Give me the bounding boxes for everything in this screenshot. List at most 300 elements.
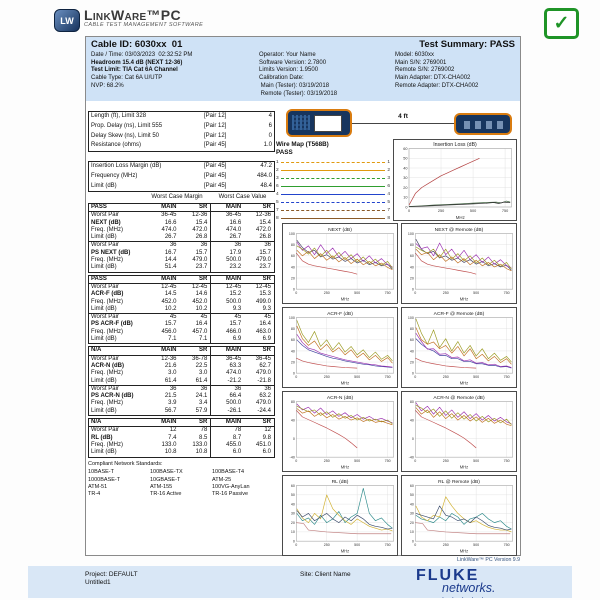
- table-cell: 12: [264, 427, 272, 434]
- header-info-line: Remote Adapter: DTX-CHA002: [395, 82, 479, 89]
- table-cell: Freq. (MHz): [91, 400, 123, 407]
- link-cable-line: [352, 123, 454, 124]
- table-cell: 6.9: [210, 336, 244, 343]
- table-cell: 6: [268, 122, 272, 129]
- table-cell: Frequency (MHz): [91, 172, 138, 179]
- svg-text:80: 80: [409, 399, 414, 404]
- table-cell: [Pair 45]: [204, 163, 227, 169]
- table-row: [89, 241, 274, 249]
- table-cell: 452.0: [161, 298, 177, 305]
- svg-text:NEXT @ Remote (dB): NEXT @ Remote (dB): [434, 228, 484, 234]
- standard-name: ATM-25: [212, 476, 232, 483]
- svg-text:30: 30: [403, 176, 408, 181]
- svg-text:MHz: MHz: [459, 296, 469, 302]
- standards-row: [88, 477, 275, 484]
- svg-text:500: 500: [473, 290, 480, 295]
- svg-text:100: 100: [407, 315, 414, 320]
- table-cell: 36: [169, 242, 177, 249]
- wire-line: [281, 186, 386, 187]
- table-cell: 12-36: [191, 212, 208, 219]
- table-row: [89, 313, 274, 321]
- table-cell: -26.1: [210, 408, 244, 415]
- table-cell: MAIN: [161, 204, 177, 210]
- table-cell: SR: [199, 275, 208, 282]
- cable-id: Cable ID: 6030xx 01: [91, 39, 183, 50]
- table-cell: 10.8: [164, 449, 177, 456]
- table-cell: 78: [210, 427, 244, 434]
- table-cell: 17.9: [210, 250, 244, 257]
- svg-text:20: 20: [409, 520, 414, 525]
- table-cell: 16.4: [195, 321, 208, 328]
- table-cell: 36-45: [255, 355, 272, 362]
- table-cell: 474.0: [210, 227, 244, 234]
- table-cell: Limit (dB): [91, 449, 117, 456]
- table-row: [89, 321, 274, 328]
- results-table: [88, 203, 275, 460]
- svg-text:0: 0: [295, 458, 298, 463]
- wire-line: [281, 178, 386, 179]
- table-row: [89, 336, 274, 343]
- header-info-col1: [91, 52, 259, 98]
- table-cell: 23.7: [259, 264, 272, 271]
- svg-text:40: 40: [409, 349, 414, 354]
- table-cell: 455.0: [210, 442, 244, 449]
- standards-row: [88, 491, 275, 498]
- svg-text:20: 20: [290, 276, 295, 281]
- table-cell: 484.0: [256, 172, 272, 179]
- table-cell: 48.4: [260, 182, 272, 189]
- table-cell: [Pair 45]: [204, 172, 227, 179]
- svg-text:0: 0: [414, 542, 417, 547]
- test-report: [85, 36, 521, 556]
- table-cell: 36-45: [161, 212, 177, 219]
- table-row: [89, 257, 274, 264]
- svg-text:500: 500: [354, 458, 361, 463]
- table-cell: 36: [200, 242, 208, 249]
- svg-text:ACR-F @ Remote (dB): ACR-F @ Remote (dB): [433, 312, 485, 318]
- table-cell: 4: [268, 113, 272, 119]
- table-cell: Resistance (ohms): [91, 142, 142, 149]
- svg-text:RL (dB): RL (dB): [331, 480, 349, 486]
- project-name: Project: DEFAULT: [85, 571, 138, 578]
- table-row: [89, 172, 274, 182]
- svg-text:MHz: MHz: [340, 380, 350, 386]
- svg-text:50: 50: [409, 493, 414, 498]
- wire-row: [276, 207, 390, 215]
- table-cell: 472.0: [256, 226, 272, 233]
- table-cell: 26.7: [210, 234, 244, 241]
- svg-text:250: 250: [323, 290, 330, 295]
- table-cell: Limit (dB): [91, 407, 117, 414]
- table-cell: 45: [200, 314, 208, 321]
- pin-number: 8: [387, 216, 390, 222]
- table-cell: 479.0: [256, 257, 272, 264]
- table-cell: 10.2: [195, 305, 208, 312]
- svg-text:NEXT (dB): NEXT (dB): [328, 228, 352, 234]
- table-cell: PS ACR-N (dB): [91, 393, 134, 400]
- svg-text:0: 0: [411, 371, 414, 376]
- pin-number: 1: [276, 159, 279, 165]
- chart-rl-remote: [401, 475, 517, 556]
- header-info-line: NVP: 68.2%: [91, 82, 124, 89]
- table-row: [89, 112, 274, 122]
- worst-case-value-header: Worst Case Value: [218, 194, 267, 200]
- table-cell: SR: [262, 275, 272, 282]
- pin-number: 7: [387, 208, 390, 214]
- svg-text:0: 0: [407, 209, 411, 213]
- svg-text:500: 500: [473, 374, 480, 379]
- standards-row: [88, 469, 275, 476]
- table-row: [89, 435, 274, 442]
- table-cell: 45: [169, 314, 177, 321]
- wire-row: [276, 182, 390, 190]
- svg-text:750: 750: [503, 542, 510, 547]
- table-cell: 15.4: [259, 219, 272, 226]
- table-row: [89, 291, 274, 298]
- table-cell: 474.0: [161, 226, 177, 233]
- table-cell: 7.1: [199, 336, 208, 343]
- table-cell: PASS: [91, 204, 107, 210]
- table-cell: 12: [169, 427, 177, 434]
- table-cell: N/A: [91, 419, 102, 426]
- table-cell: Freq. (MHz): [91, 226, 123, 233]
- table-cell: PASS: [91, 275, 107, 282]
- svg-text:0: 0: [414, 458, 417, 463]
- table-cell: Freq. (MHz): [91, 257, 123, 264]
- pass-check-icon: [544, 8, 579, 39]
- svg-text:0: 0: [292, 287, 295, 292]
- table-row: [89, 370, 274, 377]
- standard-name: TR-4: [88, 491, 101, 498]
- table-row: [89, 329, 274, 336]
- svg-text:40: 40: [290, 265, 295, 270]
- svg-text:500: 500: [473, 542, 480, 547]
- table-cell: Limit (dB): [91, 264, 117, 271]
- table-cell: 452.0: [192, 298, 208, 305]
- table-cell: 16.7: [164, 249, 177, 256]
- table-cell: 56.7: [164, 407, 177, 414]
- svg-text:RL @ Remote (dB): RL @ Remote (dB): [438, 480, 480, 486]
- networks-wordmark: networks.: [442, 581, 496, 595]
- svg-text:MHz: MHz: [340, 464, 350, 470]
- results-block: [88, 418, 275, 457]
- table-cell: 15.7: [195, 249, 208, 256]
- header-info-line: Model: 6030xx: [395, 52, 435, 58]
- table-row: [89, 264, 274, 271]
- table-cell: 14.6: [195, 291, 208, 298]
- table-row: [89, 276, 274, 284]
- table-cell: 3.9: [168, 400, 177, 407]
- table-row: [89, 204, 274, 212]
- table-row: [89, 162, 274, 172]
- pin-number: 7: [276, 208, 279, 214]
- svg-text:500: 500: [354, 374, 361, 379]
- svg-text:500: 500: [469, 209, 477, 213]
- chart-acrf-remote: [401, 307, 517, 388]
- table-cell: 12-45: [191, 283, 208, 290]
- table-cell: 24.1: [195, 393, 208, 400]
- svg-text:40: 40: [290, 502, 295, 507]
- standard-name: 100BASE-T4: [212, 469, 245, 476]
- wiremap-panel: [276, 141, 390, 223]
- standards-row: [88, 484, 275, 491]
- header-info-line: Calibration Date:: [259, 75, 304, 82]
- svg-text:0: 0: [292, 436, 295, 441]
- standard-name: 1000BASE-T: [88, 476, 121, 483]
- wire-row: [276, 158, 390, 166]
- results-block: [88, 203, 275, 273]
- tester-keypad: [292, 115, 310, 130]
- standard-name: 100BASE-TX: [150, 469, 183, 476]
- table-cell: 500.0: [210, 299, 244, 306]
- header-info-col3: [395, 52, 515, 98]
- table-row: [89, 419, 274, 427]
- table-cell: 23.7: [195, 264, 208, 271]
- table-cell: ACR-N (dB): [91, 362, 124, 369]
- table-cell: 463.0: [256, 328, 272, 335]
- svg-text:80: 80: [409, 243, 414, 248]
- table-cell: SR: [262, 347, 272, 354]
- pin-number: 8: [276, 216, 279, 222]
- worst-case-headers: [88, 194, 275, 200]
- svg-text:60: 60: [409, 254, 414, 259]
- header-info-line: Main (Tester): 03/19/2018: [259, 82, 330, 89]
- link-length-label: 4 ft: [398, 113, 408, 120]
- table-cell: 16.6: [210, 220, 244, 227]
- table-cell: N/A: [91, 347, 102, 354]
- table-cell: 7.1: [168, 336, 177, 343]
- table-cell: 15.4: [195, 219, 208, 226]
- table-cell: Limit (dB): [91, 377, 117, 384]
- wiremap-wires: [276, 158, 390, 223]
- svg-text:0: 0: [295, 542, 298, 547]
- table-row: [89, 347, 274, 355]
- standard-name: TR-16 Passive: [212, 491, 249, 498]
- chart-acrf: [282, 307, 398, 388]
- wire-row: [276, 190, 390, 198]
- table-cell: 21.5: [164, 393, 177, 400]
- table-cell: Freq. (MHz): [91, 441, 123, 448]
- table-cell: 36-45: [210, 212, 244, 219]
- svg-text:-40: -40: [408, 455, 414, 460]
- header-info-line: Main S/N: 2769001: [395, 59, 447, 66]
- table-cell: MAIN: [161, 419, 177, 426]
- table-cell: -21.2: [210, 378, 244, 385]
- table-cell: 36: [264, 242, 272, 249]
- table-row: [89, 449, 274, 456]
- table-cell: [Pair 12]: [204, 113, 227, 119]
- table-cell: 62.7: [259, 362, 272, 369]
- compliant-standards: [88, 461, 275, 498]
- table-cell: 15.7: [259, 249, 272, 256]
- table-cell: 8.5: [199, 434, 208, 441]
- table-cell: SR: [199, 347, 208, 354]
- svg-text:40: 40: [290, 349, 295, 354]
- table-cell: 36: [264, 385, 272, 392]
- standards-title: Compliant Network Standards:: [88, 461, 163, 467]
- table-cell: Insertion Loss Margin (dB): [91, 163, 162, 169]
- project-label: [85, 571, 138, 587]
- results-block: [88, 346, 275, 416]
- table-cell: 23.2: [210, 264, 244, 271]
- remote-tester-image: [454, 113, 512, 135]
- header-info-line: Operator: Your Name: [259, 52, 316, 58]
- svg-text:80: 80: [290, 243, 295, 248]
- header-info-col2: [259, 52, 395, 98]
- table-cell: 15.7: [210, 321, 244, 328]
- pin-number: 1: [387, 159, 390, 165]
- table-cell: 9.3: [262, 305, 272, 312]
- table-cell: 479.0: [256, 370, 272, 377]
- standard-name: 10GBASE-T: [150, 476, 181, 483]
- table-row: [89, 378, 274, 385]
- svg-text:250: 250: [442, 542, 449, 547]
- wiremap-title: Wire Map (T568B): [276, 141, 329, 148]
- table-cell: MAIN: [161, 347, 177, 354]
- header-info-line: Remote (Tester): 03/19/2018: [259, 90, 338, 97]
- table-cell: Prop. Delay (ns), Limit 555: [91, 122, 163, 129]
- pin-number: 4: [387, 191, 390, 197]
- table-cell: 36: [169, 385, 177, 392]
- table-cell: 22.5: [195, 362, 208, 369]
- svg-text:100: 100: [288, 315, 295, 320]
- table-row: [89, 363, 274, 370]
- svg-text:30: 30: [290, 511, 295, 516]
- table-cell: -21.8: [257, 377, 272, 384]
- wire-line: [281, 194, 386, 195]
- svg-text:500: 500: [473, 458, 480, 463]
- table-row: [89, 141, 274, 151]
- table-cell: MAIN: [210, 204, 244, 211]
- svg-text:ACR-N (dB): ACR-N (dB): [326, 396, 354, 402]
- table-cell: 3.0: [199, 370, 208, 377]
- svg-text:ACR-N @ Remote (dB): ACR-N @ Remote (dB): [433, 396, 485, 402]
- table-cell: 26.8: [195, 234, 208, 241]
- svg-text:50: 50: [290, 493, 295, 498]
- table-cell: NEXT (dB): [91, 219, 121, 226]
- svg-text:80: 80: [290, 399, 295, 404]
- pin-number: 4: [276, 191, 279, 197]
- table-cell: Worst Pair: [91, 385, 119, 392]
- table-cell: 472.0: [192, 226, 208, 233]
- tester-screen: [314, 115, 342, 132]
- table-row: [89, 234, 274, 241]
- svg-text:500: 500: [354, 290, 361, 295]
- pin-number: 2: [276, 167, 279, 173]
- table-row: [89, 122, 274, 132]
- insertion-loss-summary-table: [88, 161, 275, 192]
- standard-name: TR-16 Active: [150, 491, 182, 498]
- table-cell: 21.6: [164, 362, 177, 369]
- table-cell: 15.7: [164, 321, 177, 328]
- svg-text:MHz: MHz: [340, 296, 350, 302]
- table-cell: [Pair 45]: [204, 182, 227, 189]
- svg-text:MHz: MHz: [340, 548, 350, 554]
- table-cell: 499.0: [256, 298, 272, 305]
- header-info-line: Cable Type: Cat 6A U/UTP: [91, 75, 163, 82]
- svg-text:80: 80: [409, 327, 414, 332]
- table-cell: Worst Pair: [91, 283, 119, 290]
- wiremap-status: PASS: [276, 148, 293, 156]
- svg-text:60: 60: [290, 338, 295, 343]
- table-row: [89, 393, 274, 400]
- svg-text:20: 20: [409, 276, 414, 281]
- table-cell: 466.0: [210, 329, 244, 336]
- table-cell: Freq. (MHz): [91, 298, 123, 305]
- table-cell: Worst Pair: [91, 314, 119, 321]
- table-cell: [Pair 12]: [204, 122, 227, 129]
- svg-text:0: 0: [411, 436, 414, 441]
- table-cell: 47.2: [260, 163, 272, 169]
- table-cell: Limit (dB): [91, 305, 117, 312]
- standard-name: 10BASE-T: [88, 469, 114, 476]
- table-cell: Worst Pair: [91, 355, 119, 362]
- svg-text:-40: -40: [289, 455, 295, 460]
- standard-name: 100VG-AnyLan: [212, 483, 250, 490]
- svg-text:40: 40: [409, 265, 414, 270]
- table-row: [89, 182, 274, 192]
- table-cell: Limit (dB): [91, 234, 117, 241]
- remote-label-lines: [464, 121, 504, 129]
- file-name: Untitled1: [85, 579, 111, 586]
- table-cell: Freq. (MHz): [91, 370, 123, 377]
- svg-text:20: 20: [290, 360, 295, 365]
- table-cell: 133.0: [192, 441, 208, 448]
- svg-text:20: 20: [409, 360, 414, 365]
- header-info-line: Software Version: 2.7800: [259, 59, 327, 66]
- table-cell: 6.9: [262, 336, 272, 343]
- report-header: [86, 37, 520, 101]
- chart-rl: [282, 475, 398, 556]
- pin-number: 5: [276, 200, 279, 206]
- table-cell: 12-45: [255, 283, 272, 290]
- standard-name: ATM-155: [150, 483, 173, 490]
- table-row: [89, 284, 274, 291]
- table-cell: Worst Pair: [91, 427, 119, 434]
- table-cell: [Pair 12]: [204, 132, 227, 139]
- table-row: [89, 442, 274, 449]
- fluke-wordmark: FLUKE: [416, 567, 480, 584]
- table-row: [89, 299, 274, 306]
- svg-text:20: 20: [290, 520, 295, 525]
- worst-case-margin-header: Worst Case Margin: [151, 194, 203, 200]
- svg-text:40: 40: [409, 502, 414, 507]
- footer-band: [28, 566, 572, 598]
- table-cell: 14.4: [164, 257, 177, 264]
- svg-text:10: 10: [409, 530, 414, 535]
- table-cell: Limit (dB): [91, 182, 117, 189]
- header-info-line: Limits Version: 1.9500: [259, 67, 319, 74]
- table-cell: 26.7: [164, 234, 177, 241]
- svg-text:750: 750: [384, 458, 391, 463]
- standard-name: ATM-51: [88, 483, 108, 490]
- table-row: [89, 212, 274, 219]
- wire-line: [281, 202, 386, 203]
- header-info-line: Remote S/N: 2769002: [395, 67, 455, 74]
- table-cell: [Pair 45]: [204, 142, 227, 149]
- table-cell: Length (ft), Limit 328: [91, 113, 147, 119]
- lw-badge-icon: LW: [54, 9, 80, 32]
- svg-text:40: 40: [409, 418, 414, 423]
- header-info-line: Main Adapter: DTX-CHA002: [395, 75, 471, 82]
- svg-text:Insertion Loss (dB): Insertion Loss (dB): [433, 142, 477, 148]
- chart-next: [282, 223, 398, 304]
- table-cell: 12-36: [255, 212, 272, 219]
- svg-text:500: 500: [354, 542, 361, 547]
- table-cell: Limit (dB): [91, 336, 117, 343]
- svg-text:60: 60: [409, 338, 414, 343]
- table-cell: 12-45: [210, 284, 244, 291]
